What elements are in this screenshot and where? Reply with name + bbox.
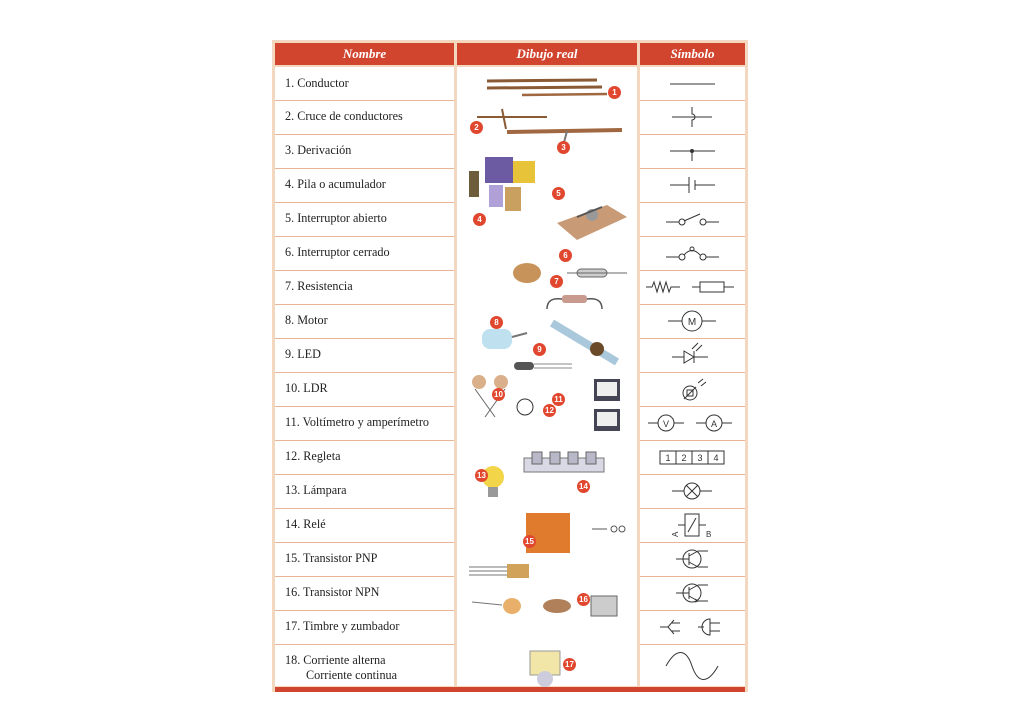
meters-symbol bbox=[640, 406, 745, 439]
badge-6: 6 bbox=[559, 249, 572, 262]
drawing-column bbox=[457, 67, 637, 686]
row-label: 13. Lámpara bbox=[285, 483, 347, 497]
header-drawing: Dibujo real bbox=[457, 43, 637, 65]
row-divider bbox=[275, 304, 454, 305]
badge-2: 2 bbox=[470, 121, 483, 134]
badge-17: 17 bbox=[563, 658, 576, 671]
badge-1: 1 bbox=[608, 86, 621, 99]
row-label: 2. Cruce de conductores bbox=[285, 109, 403, 123]
row-label: 10. LDR bbox=[285, 381, 328, 395]
badge-16: 16 bbox=[577, 593, 590, 606]
name-column bbox=[275, 67, 454, 686]
battery-symbol bbox=[640, 168, 745, 201]
row-divider bbox=[275, 576, 454, 577]
row-divider bbox=[275, 338, 454, 339]
row-label: 15. Transistor PNP bbox=[285, 551, 378, 565]
row-divider bbox=[275, 508, 454, 509]
row-label: 14. Relé bbox=[285, 517, 326, 531]
strip-number: 4 bbox=[713, 453, 719, 463]
npn-symbol bbox=[640, 576, 745, 609]
badge-7: 7 bbox=[550, 275, 563, 288]
relay-letter-a: A bbox=[671, 531, 680, 537]
crossing-symbol bbox=[640, 100, 745, 133]
row-label: 9. LED bbox=[285, 347, 321, 361]
row-divider bbox=[275, 542, 454, 543]
row-divider bbox=[275, 440, 454, 441]
row-divider bbox=[275, 168, 454, 169]
row-label: 8. Motor bbox=[285, 313, 328, 327]
symbol-column bbox=[640, 67, 745, 686]
badge-9: 9 bbox=[533, 343, 546, 356]
row-label: 5. Interruptor abierto bbox=[285, 211, 387, 225]
branch-symbol bbox=[640, 134, 745, 167]
row-label: 6. Interruptor cerrado bbox=[285, 245, 390, 259]
row-divider bbox=[275, 202, 454, 203]
motor-letter: M bbox=[687, 317, 697, 328]
row-label: 18. Corriente alterna bbox=[285, 653, 386, 667]
relay-symbol bbox=[640, 508, 745, 541]
component-table bbox=[272, 40, 748, 692]
row-label: 12. Regleta bbox=[285, 449, 341, 463]
row-divider bbox=[275, 372, 454, 373]
conductor-symbol bbox=[640, 67, 745, 100]
motor-symbol bbox=[640, 304, 745, 337]
voltmeter-letter: V bbox=[662, 419, 670, 429]
terminal-strip-drawing bbox=[522, 450, 612, 478]
open-switch-symbol bbox=[640, 202, 745, 235]
row-label: 16. Transistor NPN bbox=[285, 585, 380, 599]
row-label: 7. Resistencia bbox=[285, 279, 353, 293]
row-divider bbox=[275, 134, 454, 135]
badge-3: 3 bbox=[557, 141, 570, 154]
pnp-drawing bbox=[467, 562, 537, 582]
row-divider bbox=[275, 100, 454, 101]
badge-4: 4 bbox=[473, 213, 486, 226]
header-name: Nombre bbox=[275, 43, 454, 65]
row-divider bbox=[275, 236, 454, 237]
row-divider bbox=[275, 644, 454, 645]
row-label: 17. Timbre y zumbador bbox=[285, 619, 400, 633]
badge-11: 11 bbox=[552, 393, 565, 406]
led-drawing bbox=[512, 359, 582, 373]
closed-switch-symbol bbox=[640, 236, 745, 269]
relay-letter-b: B bbox=[706, 530, 712, 539]
badge-12: 12 bbox=[543, 404, 556, 417]
strip-number: 3 bbox=[697, 453, 703, 463]
bell-buzzer-symbol bbox=[640, 610, 745, 643]
strip-number: 2 bbox=[681, 453, 687, 463]
ac-dc-symbol bbox=[640, 644, 745, 677]
npn-drawing bbox=[467, 590, 637, 635]
ldr-symbol bbox=[640, 372, 745, 405]
badge-14: 14 bbox=[577, 480, 590, 493]
meters-drawing bbox=[592, 377, 632, 437]
row-label-secondary: Corriente continua bbox=[306, 668, 398, 682]
relay-drawing bbox=[522, 507, 632, 557]
badge-5: 5 bbox=[552, 187, 565, 200]
row-label: 1. Conductor bbox=[285, 76, 349, 90]
row-divider bbox=[275, 270, 454, 271]
header-symbol: Símbolo bbox=[640, 43, 745, 65]
pnp-symbol bbox=[640, 542, 745, 575]
resistor-drawing bbox=[542, 291, 612, 311]
conductor-drawing bbox=[482, 77, 612, 101]
ldr-drawing bbox=[465, 372, 545, 422]
resistor-symbol bbox=[640, 270, 745, 303]
closed-switch-drawing bbox=[507, 259, 637, 289]
badge-13: 13 bbox=[475, 469, 488, 482]
strip-number: 1 bbox=[665, 453, 671, 463]
row-label: 3. Derivación bbox=[285, 143, 352, 157]
row-label: 4. Pila o acumulador bbox=[285, 177, 386, 191]
badge-10: 10 bbox=[492, 388, 505, 401]
terminal-strip-symbol bbox=[640, 440, 745, 473]
table-bottom-bar bbox=[275, 687, 745, 692]
row-divider bbox=[275, 610, 454, 611]
row-label: 11. Voltímetro y amperímetro bbox=[285, 415, 429, 429]
lamp-symbol bbox=[640, 474, 745, 507]
badge-8: 8 bbox=[490, 316, 503, 329]
led-symbol bbox=[640, 338, 745, 371]
switch-drawing bbox=[552, 195, 632, 245]
ammeter-letter: A bbox=[710, 419, 718, 429]
row-divider bbox=[275, 406, 454, 407]
row-divider bbox=[275, 474, 454, 475]
badge-15: 15 bbox=[523, 535, 536, 548]
